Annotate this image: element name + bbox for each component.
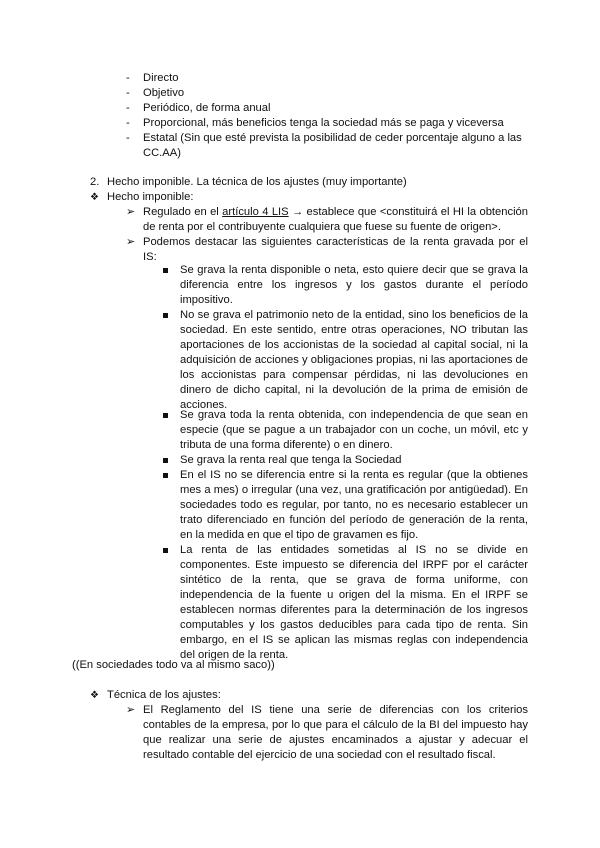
dash-marker: - — [126, 87, 130, 99]
characteristic-item: Se grava toda la renta obtenida, con independencia de que sean en especie (que se pague a un trabajador con un coche, un móvil, etc y tributa de una forma diferente) o en dinero. — [180, 409, 528, 451]
tecnica-label: Técnica de los ajustes: — [107, 689, 221, 701]
section-number: 2. — [90, 176, 100, 188]
characteristic-item: En el IS no se diferencia entre si la renta es regular (que la obtienes mes a mes) o irregular (una vez, una gratificación por antigüedad). En sociedades todo es regular, por tanto, no es necesario establecer un trato diferenciado en función del período de generación de la renta, en la medida en que el tipo de gravamen es fijo. — [180, 469, 528, 541]
characteristic-item: Se grava la renta real que tenga la Sociedad — [180, 454, 402, 466]
square-bullet-icon — [163, 313, 168, 318]
square-bullet-icon — [163, 268, 168, 273]
characteristic-item: La renta de las entidades sometidas al IS no se divide en componentes. Este impuesto se diferencia del IRPF por el carácter sintético de la renta, que se grava de forma uniforme, con independencia de la fuente u origen del la misma. En el IRPF se establecen normas diferentes para la determinación de los ingresos computables y los gastos deducibles para cada tipo de renta. Sin embargo, en el IS se aplican las mismas reglas con independencia del origen de la renta. — [180, 544, 528, 661]
arrow-bullet-icon: ➢ — [126, 704, 136, 716]
dash-marker: - — [126, 102, 130, 114]
note-text: ((En sociedades todo va al mismo saco)) — [72, 659, 275, 671]
dash-marker: - — [126, 72, 130, 84]
destacar-paragraph: Podemos destacar las siguientes características de la renta gravada por el IS: — [143, 236, 528, 263]
arrow-bullet-icon: ➢ — [126, 206, 136, 218]
list-item: Periódico, de forma anual — [143, 102, 271, 114]
diamond-bullet-icon: ❖ — [90, 192, 99, 203]
dash-marker: - — [126, 132, 130, 144]
section-heading: Hecho imponible. La técnica de los ajustes (muy importante) — [107, 176, 407, 188]
characteristic-item: Se grava la renta disponible o neta, esto quiere decir que se grava la diferencia entre los ingresos y los gastos durante el período impositivo. — [180, 264, 528, 306]
diamond-bullet-icon: ❖ — [90, 690, 99, 701]
list-item: Proporcional, más beneficios tenga la sociedad más se paga y viceversa — [143, 117, 504, 129]
regulado-paragraph: Regulado en el artículo 4 LIS → establece que <constituirá el HI la obtención de renta por el contribuyente cualquiera que fuese su fuente de origen>. — [143, 206, 528, 233]
list-item: Directo — [143, 72, 179, 84]
hecho-imponible-label: Hecho imponible: — [107, 191, 194, 203]
articulo-4-lis-link[interactable]: artículo 4 LIS — [222, 206, 289, 218]
dash-marker: - — [126, 117, 130, 129]
arrow-bullet-icon: ➢ — [126, 236, 136, 248]
square-bullet-icon — [163, 548, 168, 553]
tecnica-paragraph: El Reglamento del IS tiene una serie de diferencias con los criterios contables de la empresa, por lo que para el cálculo de la BI del impuesto hay que realizar una serie de ajustes encaminados a ajustar y adecuar el resultado contable del ejercicio de una sociedad con el resultado fiscal. — [143, 704, 528, 761]
list-item: Estatal (Sin que esté prevista la posibilidad de ceder porcentaje alguno a las CC.AA) — [143, 132, 522, 159]
list-item: Objetivo — [143, 87, 185, 99]
square-bullet-icon — [163, 413, 168, 418]
square-bullet-icon — [163, 473, 168, 478]
characteristic-item: No se grava el patrimonio neto de la entidad, sino los beneficios de la sociedad. En este sentido, entre otras operaciones, NO tributan las aportaciones de los accionistas de la sociedad al capital social, ni la adquisición de acciones y obligaciones propias, ni las aportaciones de los accionistas para compensar pérdidas, ni las devoluciones en dinero de dicho capital, ni la devolución de la prima de emisión de acciones. — [180, 309, 528, 411]
square-bullet-icon — [163, 458, 168, 463]
